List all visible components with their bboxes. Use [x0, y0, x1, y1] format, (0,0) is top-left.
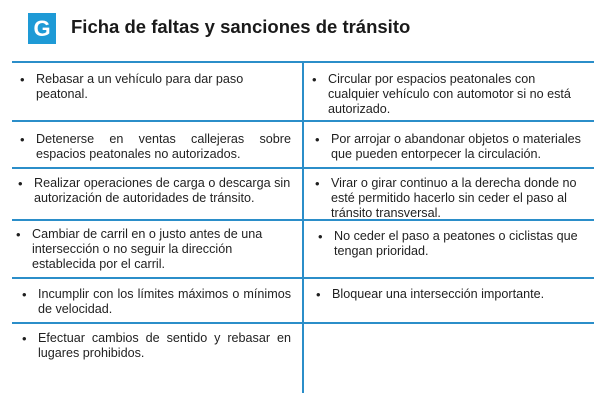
item-text: Incumplir con los límites máximos o mínimos de velocidad.: [38, 287, 291, 316]
item-text: Detenerse en ventas callejeras sobre espacios peatonales no autorizados.: [36, 132, 291, 161]
row-divider: [12, 167, 594, 169]
list-item: [312, 72, 576, 117]
row-divider: [12, 120, 594, 122]
item-text: Circular por espacios peatonales con cualquier vehículo con automotor si no está autorizado.: [328, 72, 571, 116]
item-text: Por arrojar o abandonar objetos o materiales que pueden entorpecer la circulación.: [331, 132, 581, 161]
bullet-icon: •: [16, 227, 21, 242]
list-item: [20, 132, 291, 162]
page-title: Ficha de faltas y sanciones de tránsito: [71, 16, 411, 37]
item-text: No ceder el paso a peatones o ciclistas que tengan prioridad.: [334, 229, 578, 258]
row-divider: [12, 322, 594, 324]
bullet-icon: •: [316, 287, 321, 302]
list-item: [318, 229, 590, 259]
list-item: [18, 176, 293, 206]
bullet-icon: •: [22, 287, 27, 302]
list-item: [316, 287, 591, 302]
column-divider: [302, 62, 304, 393]
item-text: Realizar operaciones de carga o descarga sin autorización de autoridades de tránsito.: [34, 176, 291, 205]
bullet-icon: •: [318, 229, 323, 244]
bullet-icon: •: [312, 72, 317, 87]
list-item: [22, 287, 291, 317]
item-text: Cambiar de carril en o justo antes de una intersección o no seguir la dirección establecida por el carril.: [32, 227, 263, 271]
row-divider: [12, 277, 594, 279]
bullet-icon: •: [20, 72, 25, 87]
bullet-icon: •: [315, 176, 320, 191]
item-text: Bloquear una intersección importante.: [332, 287, 545, 301]
item-text: Virar o girar continuo a la derecha donde no esté permitido hacerlo sin ceder el paso al tránsito transversal.: [331, 176, 577, 220]
logo-icon: G: [28, 13, 56, 44]
bullet-icon: •: [22, 331, 27, 346]
item-text: Rebasar a un vehículo para dar paso peatonal.: [36, 72, 244, 101]
list-item: [22, 331, 291, 361]
list-item: [20, 72, 275, 102]
list-item: [315, 176, 591, 221]
bullet-icon: •: [315, 132, 320, 147]
bullet-icon: •: [20, 132, 25, 147]
list-item: [16, 227, 284, 272]
list-item: [315, 132, 585, 162]
bullet-icon: •: [18, 176, 23, 191]
item-text: Efectuar cambios de sentido y rebasar en lugares prohibidos.: [38, 331, 291, 360]
